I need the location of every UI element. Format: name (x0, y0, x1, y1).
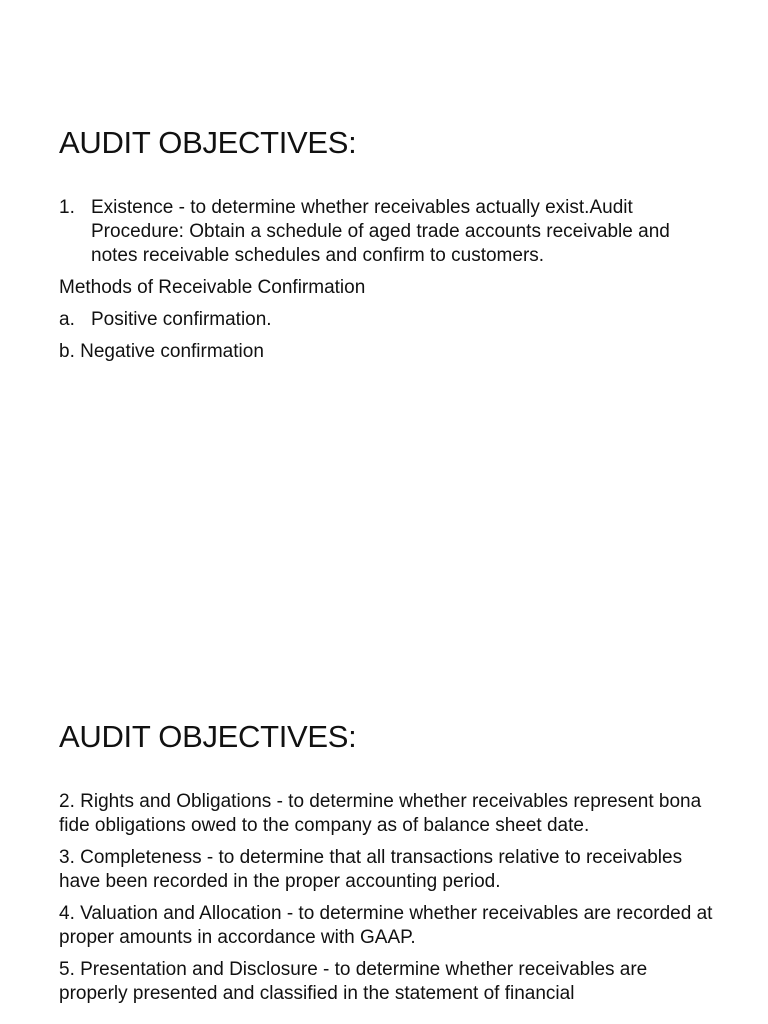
method-item-a-text: Positive confirmation. (91, 309, 272, 330)
methods-title: Methods of Receivable Confirmation (59, 277, 366, 298)
method-item-b: b. Negative confirmation (59, 341, 264, 362)
objective-item-4: 4. Valuation and Allocation - to determine whether receivables are recorded at proper amounts in accordance with GAAP. (59, 903, 713, 948)
slide-1-heading: AUDIT OBJECTIVES: (59, 125, 357, 160)
method-item-a-marker: a. (59, 309, 75, 330)
slide-2 (59, 718, 719, 1014)
slide-2-heading: AUDIT OBJECTIVES: (59, 719, 357, 754)
objective-item-3: 3. Completeness - to determine that all transactions relative to receivables have been recorded in the proper accounting period. (59, 847, 683, 892)
objective-item-1-text: Existence - to determine whether receivables actually exist.Audit Procedure: Obtain a schedule of aged trade accounts receivable and notes receivable schedules and confirm to customers. (91, 197, 670, 266)
objective-item-5: 5. Presentation and Disclosure - to determine whether receivables are properly presented and classified in the statement of financial (59, 959, 648, 1004)
objective-item-1 (59, 196, 719, 268)
objective-item-1-marker: 1. (59, 197, 75, 218)
objective-item-2: 2. Rights and Obligations - to determine whether receivables represent bona fide obligations owed to the company as of balance sheet date. (59, 791, 702, 836)
slide-1 (59, 124, 719, 372)
method-item-a (59, 308, 719, 332)
